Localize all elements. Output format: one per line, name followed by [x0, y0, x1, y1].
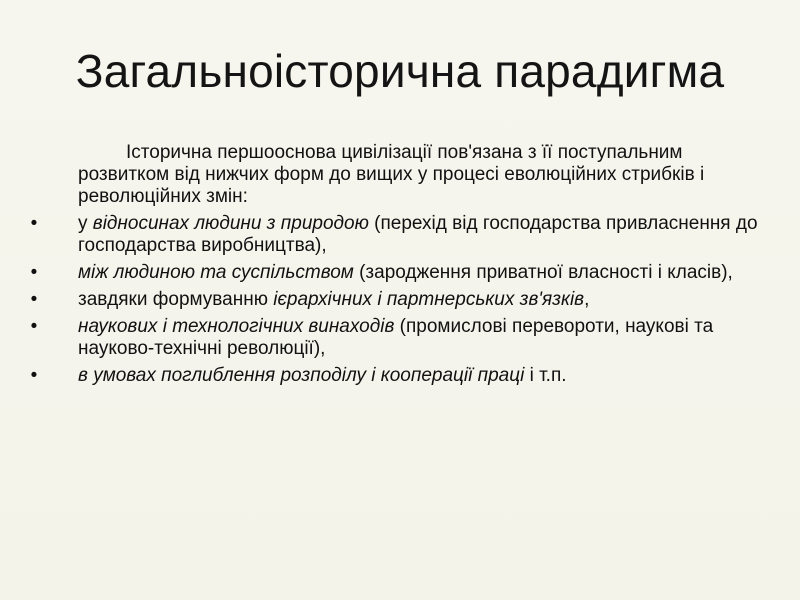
- bullet-text-emphasis: наукових і технологічних винаходів: [78, 316, 395, 337]
- slide-title: Загальноісторична парадигма: [75, 45, 725, 97]
- slide-body: [30, 142, 758, 392]
- bullet-text-plain: і т.п.: [524, 365, 567, 386]
- list-item: [30, 289, 758, 311]
- bullet-text-emphasis: в умовах поглиблення розподілу і кооперації праці: [78, 365, 525, 386]
- intro-paragraph: Історична першооснова цивілізації пов'язана з її поступальним розвитком від нижчих форм до вищих у процесі еволюційних стрибків і революційних змін:: [78, 142, 705, 207]
- bullet-icon: •: [30, 365, 38, 386]
- bullet-text-emphasis: між людиною та суспільством: [78, 262, 354, 283]
- bullet-list: [30, 213, 758, 387]
- bullet-text-emphasis: відносинах людини з природою: [92, 213, 369, 234]
- bullet-icon: •: [30, 213, 38, 234]
- bullet-text-plain: завдяки формуванню: [78, 289, 274, 310]
- bullet-text-emphasis: ієрархічних і партнерських зв'язків: [273, 289, 585, 310]
- bullet-icon: •: [30, 316, 38, 337]
- bullet-icon: •: [30, 262, 38, 283]
- bullet-text-plain: (зародження приватної власності і класів),: [353, 262, 733, 283]
- list-item: [30, 213, 758, 257]
- bullet-text-plain: (промислові перевороти, наукові та науково-технічні революції),: [78, 316, 714, 359]
- bullet-icon: •: [30, 289, 38, 310]
- bullet-text-plain: у: [78, 213, 93, 234]
- bullet-text-plain: (перехід від господарства привласнення до господарства виробництва),: [78, 213, 758, 256]
- list-item: [30, 365, 758, 387]
- bullet-text-plain: ,: [584, 289, 590, 310]
- list-item: [30, 316, 758, 360]
- list-item: [30, 262, 758, 284]
